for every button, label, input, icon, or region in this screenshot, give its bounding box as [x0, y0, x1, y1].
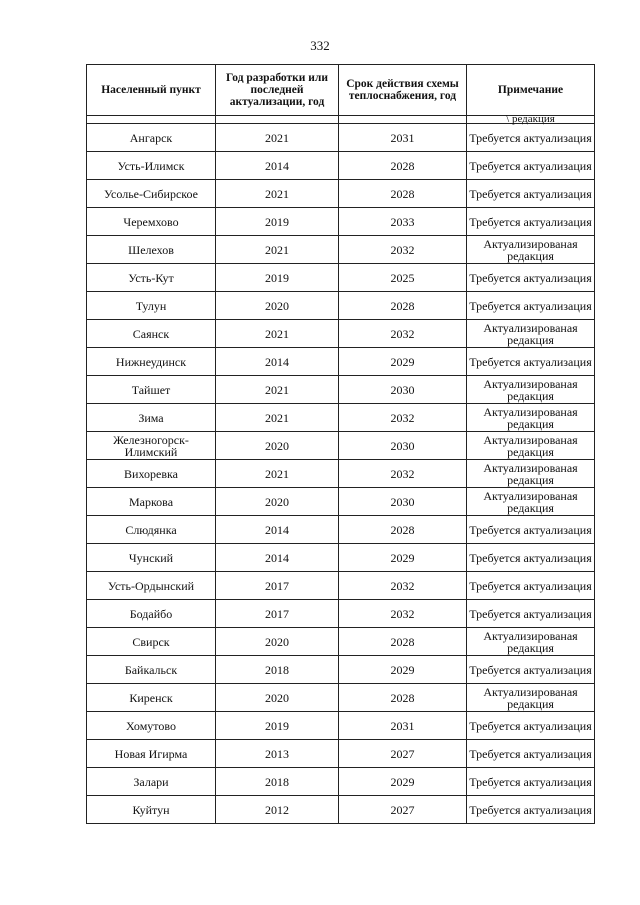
cell-empty [216, 116, 339, 124]
cell-dev-year [216, 628, 339, 656]
cell-validity-text: 2028 [390, 158, 415, 173]
cell-note [467, 208, 595, 236]
cell-place-text: Залари [133, 774, 169, 789]
cell-validity-text: 2032 [390, 466, 415, 481]
cell-note-text: Требуется актуализация [469, 550, 592, 565]
cell-dev-year [216, 600, 339, 628]
cell-dev-year [216, 180, 339, 208]
cell-place-text: Бодайбо [129, 606, 173, 621]
cell-validity [339, 236, 467, 264]
cell-note-text: Требуется актуализация [469, 354, 592, 369]
cell-dev-year-text: 2014 [265, 158, 289, 173]
cell-validity-text: 2030 [390, 494, 415, 509]
cell-place [87, 208, 216, 236]
cell-place [87, 516, 216, 544]
cell-dev-year-text: 2017 [265, 606, 289, 621]
cell-note [467, 236, 595, 264]
cell-validity [339, 432, 467, 460]
cell-validity [339, 264, 467, 292]
cell-dev-year-text: 2017 [265, 578, 289, 593]
cell-dev-year-text: 2018 [265, 774, 289, 789]
header-validity: Срок действия схемы теплоснабжения, год [339, 65, 467, 116]
cell-dev-year [216, 264, 339, 292]
cell-validity-text: 2029 [390, 354, 415, 369]
table-row [87, 320, 595, 348]
cell-dev-year-text: 2013 [265, 746, 289, 761]
cell-place-text: Черемхово [123, 214, 179, 229]
table-row [87, 628, 595, 656]
cell-dev-year [216, 348, 339, 376]
cell-note-text: Требуется актуализация [469, 774, 592, 789]
cell-note [467, 600, 595, 628]
cell-place-text: Саянск [132, 326, 170, 341]
cell-place-text: Свирск [132, 634, 170, 649]
cell-place [87, 348, 216, 376]
table-row [87, 208, 595, 236]
cell-validity [339, 124, 467, 152]
table-header-row [87, 65, 595, 116]
cell-validity-text: 2031 [390, 130, 415, 145]
table-row [87, 292, 595, 320]
cell-place-text: Вихоревка [124, 466, 178, 481]
cell-empty [87, 116, 216, 124]
cell-dev-year-text: 2021 [265, 466, 289, 481]
cell-place [87, 180, 216, 208]
cell-note-text: Требуется актуализация [469, 214, 592, 229]
cell-note-text: Требуется актуализация [469, 158, 592, 173]
cell-validity-text: 2028 [390, 186, 415, 201]
cell-validity [339, 628, 467, 656]
cell-place-text: Маркова [128, 494, 174, 509]
cell-place-text: Зима [138, 410, 164, 425]
cell-place-text: Слюдянка [125, 522, 177, 537]
table-row [87, 684, 595, 712]
cell-dev-year [216, 432, 339, 460]
header-place: Населенный пункт [87, 65, 216, 116]
table-row [87, 432, 595, 460]
table-row [87, 460, 595, 488]
cell-place [87, 376, 216, 404]
cell-validity [339, 544, 467, 572]
cell-validity [339, 404, 467, 432]
cell-place-text: Усть-Илимск [117, 158, 185, 173]
cell-dev-year [216, 712, 339, 740]
cell-dev-year-text: 2019 [265, 718, 289, 733]
cell-note [467, 628, 595, 656]
cell-validity-text: 2032 [390, 326, 415, 341]
table-row [87, 516, 595, 544]
cell-place [87, 264, 216, 292]
cell-dev-year [216, 376, 339, 404]
table-row [87, 656, 595, 684]
cell-note-text: Актуализированая редакция [483, 488, 578, 515]
cell-note-text: Актуализированая редакция [483, 628, 578, 655]
cell-validity [339, 320, 467, 348]
cell-note [467, 796, 595, 824]
cell-place [87, 600, 216, 628]
header-dev-year: Год разработки или последней актуализации, год [216, 65, 339, 116]
cell-note-text: Актуализированая редакция [483, 460, 578, 487]
cell-place-text: Усть-Ордынский [107, 578, 195, 593]
cell-note-text: Актуализированая редакция [483, 404, 578, 431]
cell-dev-year-text: 2018 [265, 662, 289, 677]
cell-validity [339, 796, 467, 824]
cell-place-text: Байкальск [124, 662, 178, 677]
cell-validity [339, 712, 467, 740]
cell-empty [339, 116, 467, 124]
cell-place [87, 712, 216, 740]
cell-place-text: Куйтун [132, 802, 170, 817]
cell-validity-text: 2028 [390, 634, 415, 649]
cell-place-text: Хомутово [126, 718, 176, 733]
cell-place [87, 544, 216, 572]
cell-validity [339, 348, 467, 376]
cell-note [467, 656, 595, 684]
cell-note-text: Требуется актуализация [469, 298, 592, 313]
cell-validity-text: 2031 [390, 718, 415, 733]
cell-note-text: Актуализированая редакция [483, 432, 578, 459]
cell-note [467, 740, 595, 768]
cell-note [467, 768, 595, 796]
cell-dev-year-text: 2014 [265, 522, 289, 537]
cell-dev-year [216, 208, 339, 236]
table-row [87, 544, 595, 572]
cell-note-text: Актуализированая редакция [483, 320, 578, 347]
heat-supply-table [86, 64, 595, 824]
table-row [87, 376, 595, 404]
cell-validity [339, 768, 467, 796]
cell-dev-year-text: 2014 [265, 550, 289, 565]
cell-dev-year [216, 572, 339, 600]
cell-place [87, 656, 216, 684]
cell-note-text: Требуется актуализация [469, 606, 592, 621]
cell-note [467, 712, 595, 740]
table-row [87, 768, 595, 796]
cell-dev-year [216, 404, 339, 432]
cell-note-text: Требуется актуализация [469, 718, 592, 733]
cell-note [467, 516, 595, 544]
cell-note [467, 376, 595, 404]
cell-note [467, 320, 595, 348]
cell-note [467, 432, 595, 460]
cell-note-text: Требуется актуализация [469, 130, 592, 145]
cell-place [87, 292, 216, 320]
cell-validity [339, 152, 467, 180]
cell-place [87, 740, 216, 768]
cell-place-text: Тулун [135, 298, 167, 313]
cell-validity-text: 2029 [390, 550, 415, 565]
cell-place-text: Усолье-Сибирское [104, 186, 198, 201]
cell-place [87, 628, 216, 656]
cell-dev-year [216, 236, 339, 264]
table-row [87, 264, 595, 292]
page-number: 332 [310, 38, 330, 53]
cell-dev-year-text: 2012 [265, 802, 289, 817]
continuation-note: \ редакция [467, 116, 595, 124]
cell-validity [339, 376, 467, 404]
cell-dev-year-text: 2021 [265, 382, 289, 397]
cell-place [87, 152, 216, 180]
cell-place [87, 236, 216, 264]
cell-dev-year [216, 544, 339, 572]
table-row [87, 180, 595, 208]
cell-note [467, 404, 595, 432]
cell-place [87, 572, 216, 600]
cell-validity [339, 292, 467, 320]
cell-dev-year-text: 2019 [265, 214, 289, 229]
cell-note [467, 180, 595, 208]
cell-dev-year [216, 152, 339, 180]
cell-validity [339, 488, 467, 516]
cell-validity [339, 460, 467, 488]
cell-note-text: Требуется актуализация [469, 270, 592, 285]
cell-place-text: Киренск [129, 690, 173, 705]
table-row [87, 488, 595, 516]
cell-place [87, 320, 216, 348]
cell-validity-text: 2030 [390, 382, 415, 397]
table-row [87, 152, 595, 180]
cell-note-text: Актуализированая редакция [483, 376, 578, 403]
cell-note-text: Требуется актуализация [469, 522, 592, 537]
cell-note [467, 348, 595, 376]
cell-dev-year-text: 2021 [265, 130, 289, 145]
cell-validity-text: 2029 [390, 774, 415, 789]
cell-dev-year [216, 488, 339, 516]
cell-dev-year [216, 516, 339, 544]
cell-dev-year [216, 656, 339, 684]
cell-dev-year-text: 2020 [265, 298, 289, 313]
cell-dev-year [216, 124, 339, 152]
cell-place-text: Тайшет [131, 382, 171, 397]
cell-dev-year-text: 2021 [265, 242, 289, 257]
cell-validity-text: 2030 [390, 438, 415, 453]
cell-dev-year-text: 2019 [265, 270, 289, 285]
cell-validity-text: 2027 [390, 802, 415, 817]
cell-validity-text: 2033 [390, 214, 415, 229]
cell-dev-year-text: 2020 [265, 690, 289, 705]
cell-place-text: Шелехов [128, 242, 174, 257]
cell-place-text: Железногорск-Илимский [113, 432, 189, 459]
cell-place [87, 432, 216, 460]
cell-place [87, 684, 216, 712]
cell-dev-year [216, 460, 339, 488]
cell-note-text: Актуализированая редакция [483, 684, 578, 711]
continuation-row [87, 116, 595, 124]
cell-validity-text: 2028 [390, 690, 415, 705]
cell-validity-text: 2029 [390, 662, 415, 677]
cell-note-text: Требуется актуализация [469, 186, 592, 201]
cell-validity [339, 516, 467, 544]
cell-note [467, 572, 595, 600]
table-row [87, 236, 595, 264]
cell-validity [339, 740, 467, 768]
cell-validity-text: 2032 [390, 578, 415, 593]
cell-dev-year-text: 2014 [265, 354, 289, 369]
cell-validity [339, 600, 467, 628]
cell-place [87, 124, 216, 152]
cell-dev-year [216, 740, 339, 768]
cell-place [87, 768, 216, 796]
cell-note [467, 684, 595, 712]
cell-place-text: Нижнеудинск [115, 354, 187, 369]
table-row [87, 740, 595, 768]
cell-note [467, 264, 595, 292]
cell-validity [339, 656, 467, 684]
table-row [87, 124, 595, 152]
cell-place-text: Чунский [128, 550, 174, 565]
table-row [87, 348, 595, 376]
cell-dev-year [216, 320, 339, 348]
cell-validity-text: 2027 [390, 746, 415, 761]
cell-validity [339, 180, 467, 208]
header-note: Примечание [467, 65, 595, 116]
table-row [87, 796, 595, 824]
cell-place [87, 460, 216, 488]
table-row [87, 572, 595, 600]
cell-note-text: Актуализированая редакция [483, 236, 578, 263]
cell-dev-year-text: 2021 [265, 326, 289, 341]
cell-place [87, 796, 216, 824]
cell-note [467, 460, 595, 488]
cell-validity-text: 2028 [390, 522, 415, 537]
cell-dev-year [216, 768, 339, 796]
cell-note [467, 488, 595, 516]
cell-validity-text: 2032 [390, 242, 415, 257]
table-row [87, 712, 595, 740]
cell-validity-text: 2025 [390, 270, 415, 285]
cell-dev-year-text: 2020 [265, 634, 289, 649]
cell-dev-year [216, 292, 339, 320]
cell-validity [339, 684, 467, 712]
cell-place [87, 488, 216, 516]
cell-validity [339, 572, 467, 600]
cell-dev-year-text: 2020 [265, 494, 289, 509]
table-row [87, 600, 595, 628]
cell-note [467, 544, 595, 572]
cell-dev-year-text: 2020 [265, 438, 289, 453]
cell-validity-text: 2032 [390, 410, 415, 425]
cell-dev-year-text: 2021 [265, 186, 289, 201]
cell-dev-year [216, 796, 339, 824]
cell-note-text: Требуется актуализация [469, 746, 592, 761]
cell-note-text: Требуется актуализация [469, 802, 592, 817]
table-row [87, 404, 595, 432]
cell-dev-year [216, 684, 339, 712]
cell-place-text: Ангарск [129, 130, 173, 145]
cell-note-text: Требуется актуализация [469, 662, 592, 677]
cell-place-text: Новая Игирма [114, 746, 188, 761]
cell-validity-text: 2032 [390, 606, 415, 621]
cell-note [467, 292, 595, 320]
cell-place-text: Усть-Кут [128, 270, 174, 285]
cell-dev-year-text: 2021 [265, 410, 289, 425]
cell-note-text: Требуется актуализация [469, 578, 592, 593]
cell-note [467, 124, 595, 152]
cell-place [87, 404, 216, 432]
cell-note [467, 152, 595, 180]
cell-validity [339, 208, 467, 236]
cell-validity-text: 2028 [390, 298, 415, 313]
